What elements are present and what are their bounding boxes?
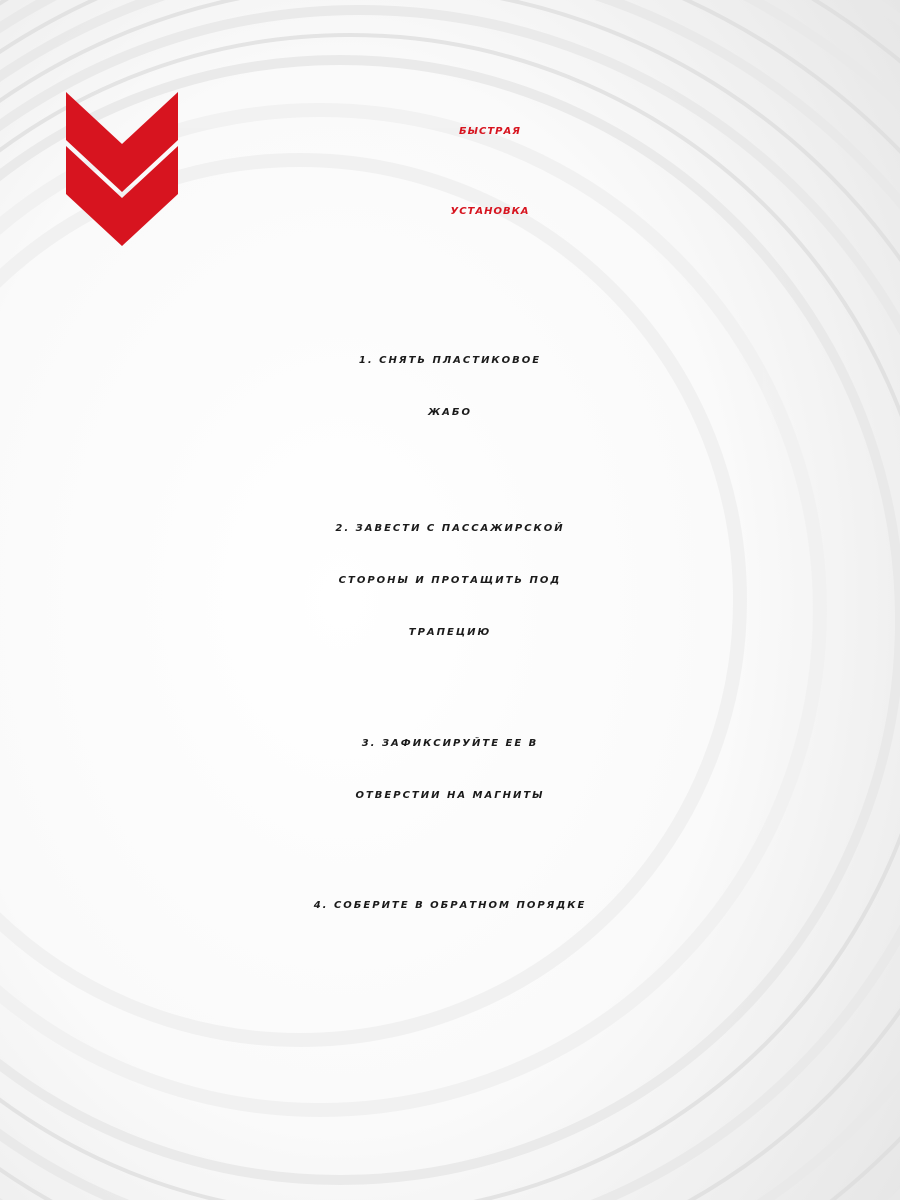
step-3-line-1: 3. ЗАФИКСИРУЙТЕ ЕЕ В bbox=[361, 738, 539, 749]
step-4 bbox=[0, 880, 900, 932]
step-3-line-2: ОТВЕРСТИИ НА МАГНИТЫ bbox=[355, 790, 545, 801]
step-1 bbox=[0, 335, 900, 439]
step-2-line-3: ТРАПЕЦИЮ bbox=[408, 627, 492, 638]
double-chevron-down-icon bbox=[66, 92, 178, 246]
page-title bbox=[210, 92, 770, 252]
step-2 bbox=[0, 503, 900, 659]
step-2-line-2: СТОРОНЫ И ПРОТАЩИТЬ ПОД bbox=[338, 575, 562, 586]
step-4-line-1: 4. СОБЕРИТЕ В ОБРАТНОМ ПОРЯДКЕ bbox=[313, 900, 587, 911]
step-1-line-2: ЖАБО bbox=[427, 407, 473, 418]
step-3 bbox=[0, 718, 900, 822]
step-2-line-1: 2. ЗАВЕСТИ С ПАССАЖИРСКОЙ bbox=[335, 523, 565, 534]
title-line-2: УСТАНОВКА bbox=[450, 206, 530, 217]
step-1-line-1: 1. СНЯТЬ ПЛАСТИКОВОЕ bbox=[358, 355, 542, 366]
title-line-1: БЫСТРАЯ bbox=[459, 126, 521, 137]
